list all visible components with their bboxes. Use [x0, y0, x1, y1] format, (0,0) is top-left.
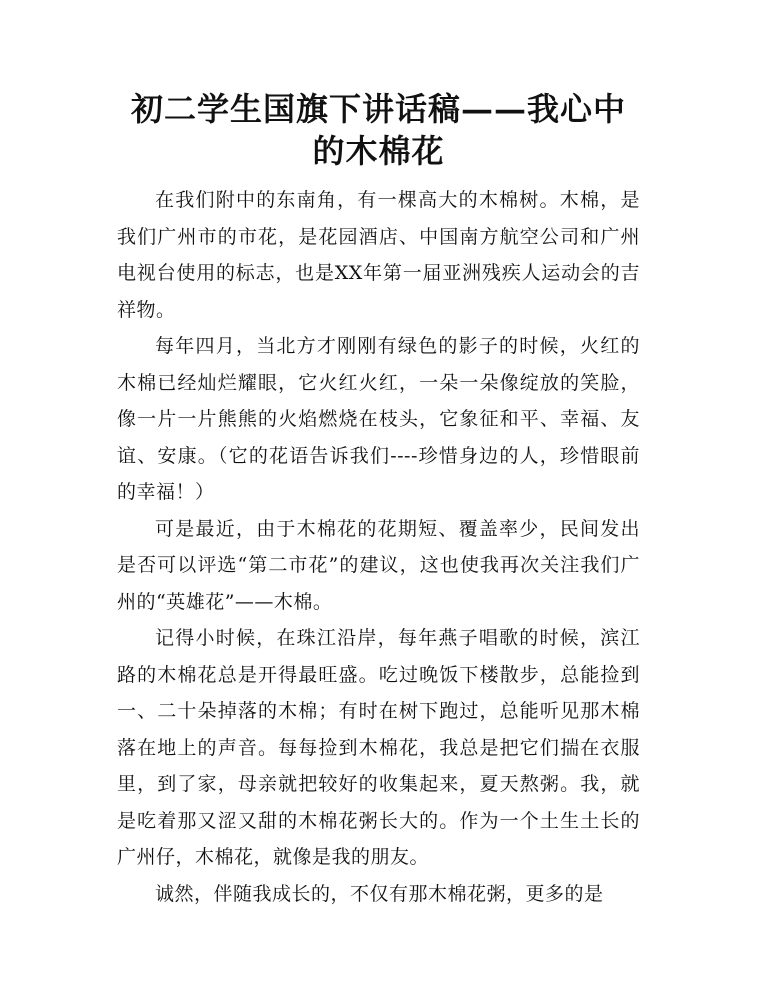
paragraph: 在我们附中的东南角，有一棵高大的木棉树。木棉，是我们广州市的市花，是花园酒店、中国南方航空公司和广州电视台使用的标志，也是XX年第一届亚洲残疾人运动会的吉祥物。: [117, 189, 640, 321]
document-title: 初二学生国旗下讲话稿——我心中的木棉花: [130, 90, 626, 170]
paragraph: 记得小时候，在珠江沿岸，每年燕子唱歌的时候，滨江路的木棉花总是开得最旺盛。吃过晚饭下楼散步，总能捡到一、二十朵掉落的木棉；有时在树下跑过，总能听见那木棉落在地上的声音。每每捡到木棉花，我总是把它们揣在衣服里，到了家，母亲就把较好的收集起来，夏天熬粥。我，就是吃着那又涩又甜的木棉花粥长大的。作为一个土生土长的广州仔，木棉花，就像是我的朋友。: [117, 627, 640, 868]
paragraph: 可是最近，由于木棉花的花期短、覆盖率少，民间发出是否可以评选“第二市花”的建议，这也使我再次关注我们广州的“英雄花”——木棉。: [117, 517, 640, 613]
paragraph: 诚然，伴随我成长的，不仅有那木棉花粥，更多的是: [155, 882, 604, 905]
paragraph: 每年四月，当北方才刚刚有绿色的影子的时候，火红的木棉已经灿烂耀眼，它火红火红，一朵一朵像绽放的笑脸，像一片一片熊熊的火焰燃烧在枝头，它象征和平、幸福、友谊、安康。（它的花语告诉我们----珍惜身边的人，珍惜眼前的幸福！）: [117, 335, 640, 503]
document-body: [117, 182, 640, 912]
